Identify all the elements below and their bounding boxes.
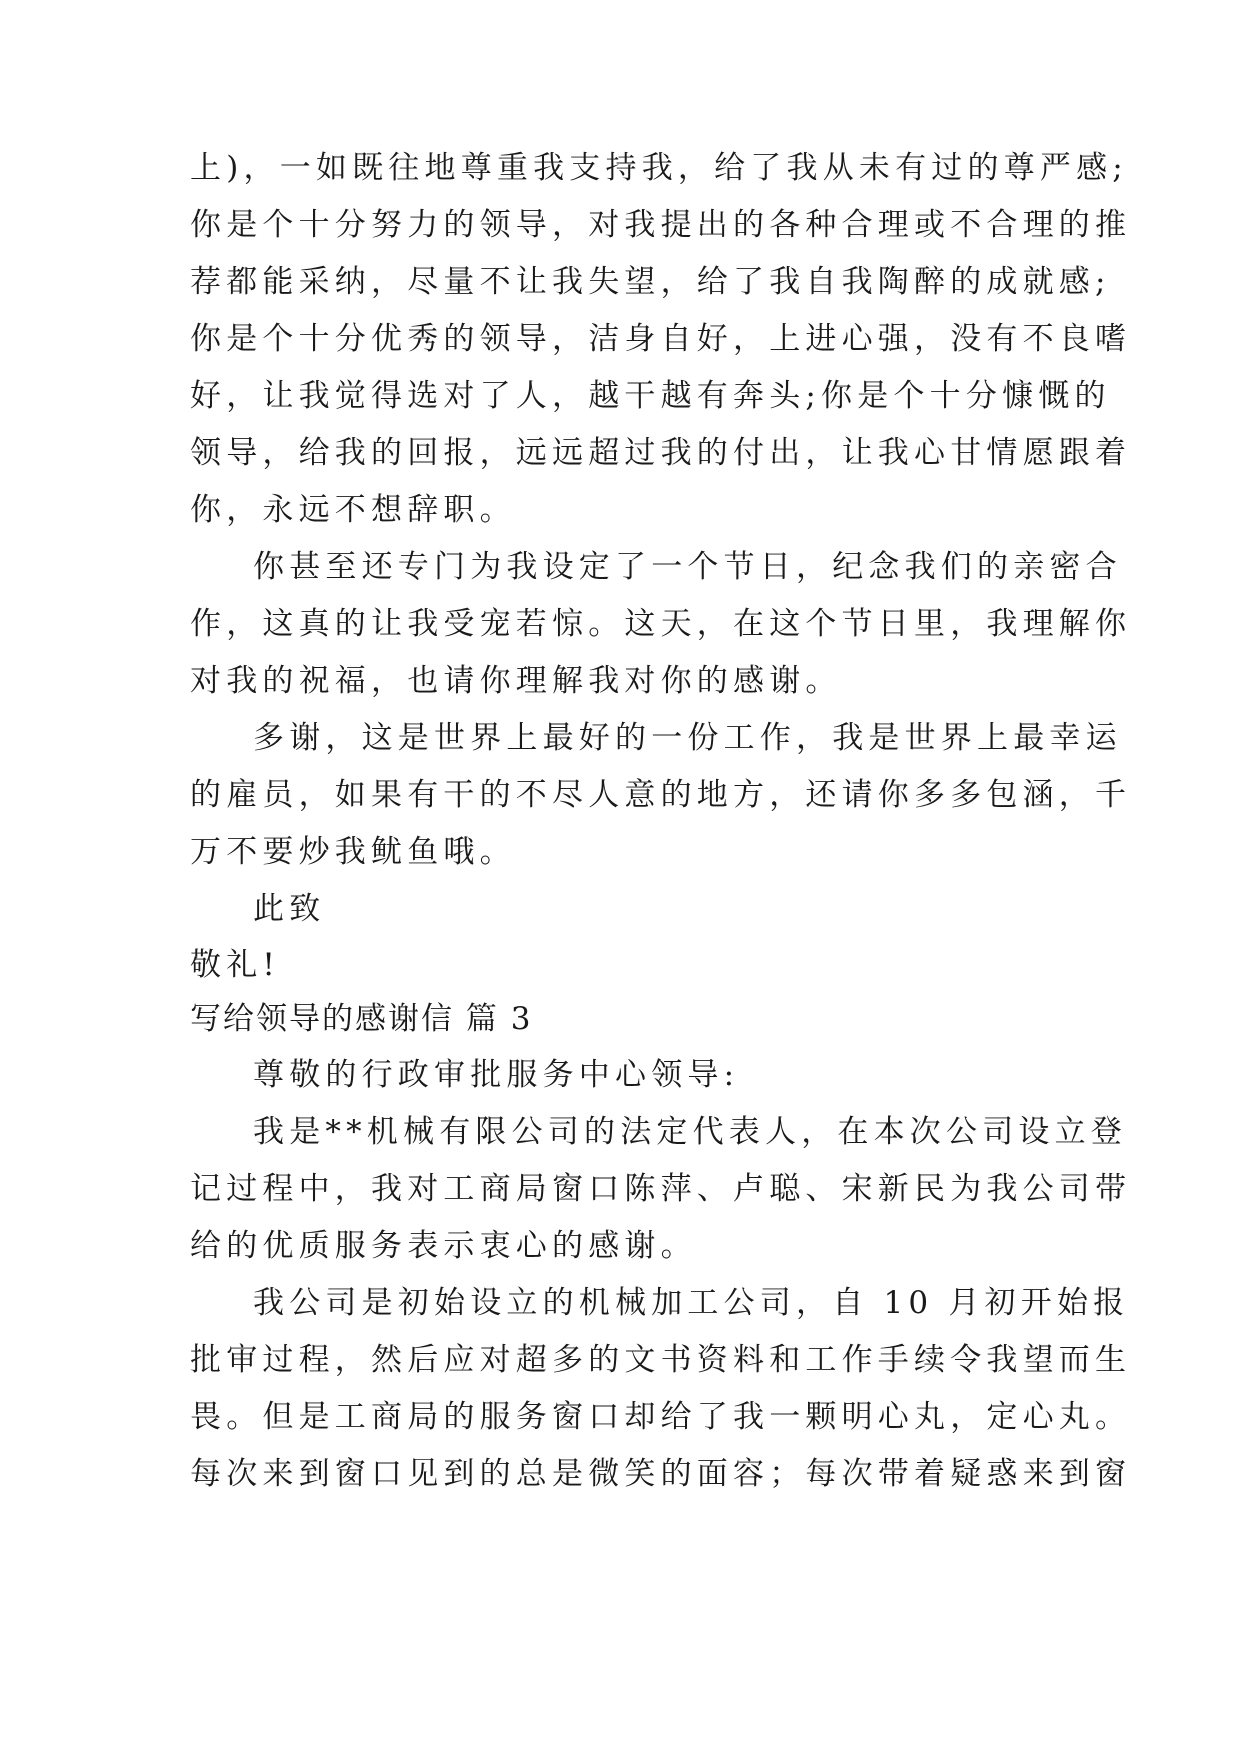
text-line: 你是个十分优秀的领导，洁身自好，上进心强，没有不良嗜 — [190, 321, 1132, 357]
text-line: 给的优质服务表示衷心的感谢。 — [190, 1228, 697, 1264]
text-line: 你是个十分努力的领导，对我提出的各种合理或不合理的推 — [190, 207, 1132, 243]
paragraph-first-line: 多谢，这是世界上最好的一份工作，我是世界上最幸运 — [253, 720, 1122, 756]
text-line: 好，让我觉得选对了人，越干越有奔头;你是个十分慷慨的 — [190, 378, 1111, 414]
text-line: 万不要炒我鱿鱼哦。 — [190, 834, 516, 870]
text-line: 畏。但是工商局的服务窗口却给了我一颗明心丸，定心丸。 — [190, 1399, 1132, 1435]
text-line: 每次来到窗口见到的总是微笑的面容；每次带着疑惑来到窗 — [190, 1456, 1132, 1492]
text-line: 批审过程，然后应对超多的文书资料和工作手续令我望而生 — [190, 1342, 1132, 1378]
text-line: 上)，一如既往地尊重我支持我，给了我从未有过的尊严感; — [190, 150, 1128, 186]
letter-salutation: 尊敬的行政审批服务中心领导: — [253, 1057, 740, 1093]
text-line: 你，永远不想辞职。 — [190, 492, 516, 528]
closing-salutation: 敬礼! — [190, 947, 281, 983]
paragraph-first-line: 我是**机械有限公司的法定代表人，在本次公司设立登 — [253, 1114, 1127, 1150]
text-line: 记过程中，我对工商局窗口陈萍、卢聪、宋新民为我公司带 — [190, 1171, 1132, 1207]
closing-phrase: 此致 — [253, 891, 326, 927]
text-line: 的雇员，如果有干的不尽人意的地方，还请你多多包涵，千 — [190, 777, 1132, 813]
text-line: 作，这真的让我受宠若惊。这天，在这个节日里，我理解你 — [190, 606, 1132, 642]
paragraph-first-line: 你甚至还专门为我设定了一个节日，纪念我们的亲密合 — [253, 549, 1122, 585]
section-heading: 写给领导的感谢信 篇 3 — [190, 1001, 533, 1037]
text-line: 荐都能采纳，尽量不让我失望，给了我自我陶醉的成就感; — [190, 264, 1111, 300]
text-line: 对我的祝福，也请你理解我对你的感谢。 — [190, 663, 842, 699]
text-line: 领导，给我的回报，远远超过我的付出，让我心甘情愿跟着 — [190, 435, 1132, 471]
paragraph-first-line: 我公司是初始设立的机械加工公司，自 10 月初开始报 — [253, 1285, 1130, 1321]
